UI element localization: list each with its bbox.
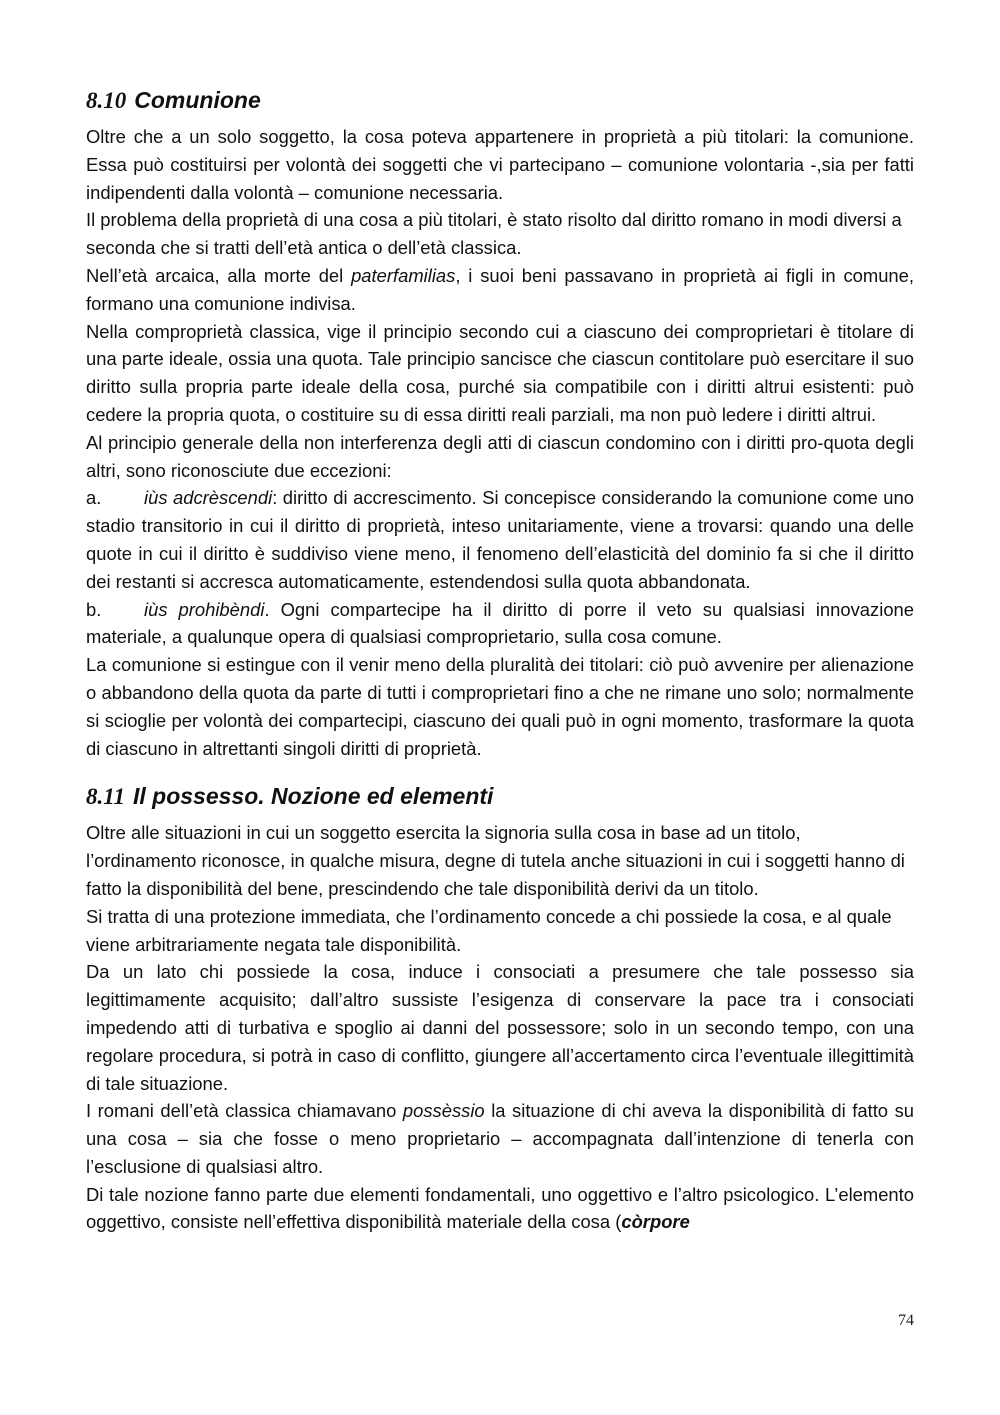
page-number: 74 [898, 1312, 914, 1329]
paragraph: La comunione si estingue con il venir meno della pluralità dei titolari: ciò può avvenire per alienazione o abbandono della quota da parte di tutti i comproprietari fino a che ne rimane uno solo; normalmente si scioglie per volontà dei compartecipi, ciascuno dei quali può in ogni momento, trasformare la quota di ciascuno in altrettanti singoli diritti di proprietà. [86, 654, 914, 759]
paragraph: Il problema della proprietà di una cosa a più titolari, è stato risolto dal diritto romano in modi diversi a seconda che si tratti dell’età antica o dell’età classica. [86, 209, 902, 259]
paragraph: Oltre alle situazioni in cui un soggetto esercita la signoria sulla cosa in base ad un titolo, l’ordinamento riconosce, in qualche misura, degne di tutela anche situazioni in cui i soggetti hanno di fatto la disponibilità del bene, prescindendo che tale disponibilità derivi da un titolo. [86, 822, 905, 899]
strong-emphasis [621, 1211, 689, 1232]
text: Nell’età arcaica, alla morte del [86, 264, 352, 286]
list-item-b [86, 596, 914, 652]
emphasis: possèssio [402, 1100, 485, 1122]
list-item-a [86, 484, 914, 595]
text: la situazione di chi aveva la disponibilità di fatto su una cosa – sia che fosse o meno proprietario – accompagnata dall’intenzione di tenerla con l’esclusione di qualsiasi altro. [86, 1100, 914, 1177]
text: . Ogni compartecipe ha il diritto di porre il veto su qualsiasi innovazione materiale, a qualunque opera di qualsiasi comproprietario, sulla cosa comune. [86, 598, 915, 648]
emphasis: iùs adcrèscendi [144, 487, 273, 509]
text: , i suoi beni passavano in proprietà ai figli in comune, formano una comunione indivisa. [86, 264, 914, 314]
section-number: 8.10 [86, 88, 127, 113]
section-heading-possesso [86, 780, 914, 813]
paragraph: Oltre che a un solo soggetto, la cosa poteva appartenere in proprietà a più titolari: la comunione. Essa può costituirsi per volontà dei soggetti che vi partecipano – comunione volontaria -,sia per fatti indipendenti dalla volontà – comunione necessaria. [86, 126, 914, 203]
document-page [86, 0, 914, 1236]
paragraph: Si tratta di una protezione immediata, che l’ordinamento concede a chi possiede la cosa, e al quale viene arbitrariamente negata tale disponibilità. [86, 905, 892, 955]
paragraph [86, 1181, 914, 1237]
list-marker: a. [86, 487, 102, 509]
paragraph: Al principio generale della non interferenza degli atti di ciascun condomino con i diritti pro-quota degli altri, sono riconosciute due eccezioni: [86, 431, 914, 481]
section-title: Il possesso. Nozione ed elementi [132, 783, 494, 810]
section-heading-comunione [86, 84, 914, 117]
section-title: Comunione [134, 87, 261, 113]
emphasis: iùs prohibèndi [144, 598, 265, 620]
text: : diritto di accrescimento. Si concepisce considerando la comunione come uno stadio transitorio in cui il diritto di proprietà, inteso unitariamente, viene a trovarsi: quando una delle quote in cui il diritto è suddiviso viene meno, il fenomeno dell’elasticità del dominio fa si che il diritto dei restanti si accresca automaticamente, estendendosi sulla quota abbandonata. [86, 487, 914, 592]
list-marker: b. [86, 598, 102, 620]
paragraph: Nella comproprietà classica, vige il principio secondo cui a ciascuno dei comproprietari è titolare di una parte ideale, ossia una quota. Tale principio sancisce che ciascun contitolare può esercitare il suo diritto sulla propria parte ideale della cosa, purché sia compatibile con i diritti altrui esistenti: può cedere la propria quota, o costituire su di essa diritti reali parziali, ma non può ledere i diritti altrui. [86, 320, 914, 425]
text: I romani dell’età classica chiamavano [86, 1100, 403, 1122]
paragraph [86, 262, 914, 318]
emphasis: còrpore [621, 1211, 690, 1233]
paragraph [86, 1097, 914, 1180]
emphasis: paterfamilias [351, 264, 456, 286]
text: Di tale nozione fanno parte due elementi fondamentali, uno oggettivo e l’altro psicologico. L’elemento oggettivo, consiste nell’effettiva disponibilità materiale della cosa ( [86, 1183, 914, 1233]
paragraph: Da un lato chi possiede la cosa, induce i consociati a presumere che tale possesso sia legittimamente acquisito; dall’altro sussiste l’esigenza di conservare la pace tra i consociati impedendo atti di turbativa e spoglio ai danni del possessore; solo in un secondo tempo, con una regolare procedura, si potrà in caso di conflitto, giungere all’accertamento circa l’eventuale illegittimità di tale situazione. [86, 961, 914, 1094]
section-number: 8.11 [86, 784, 125, 810]
